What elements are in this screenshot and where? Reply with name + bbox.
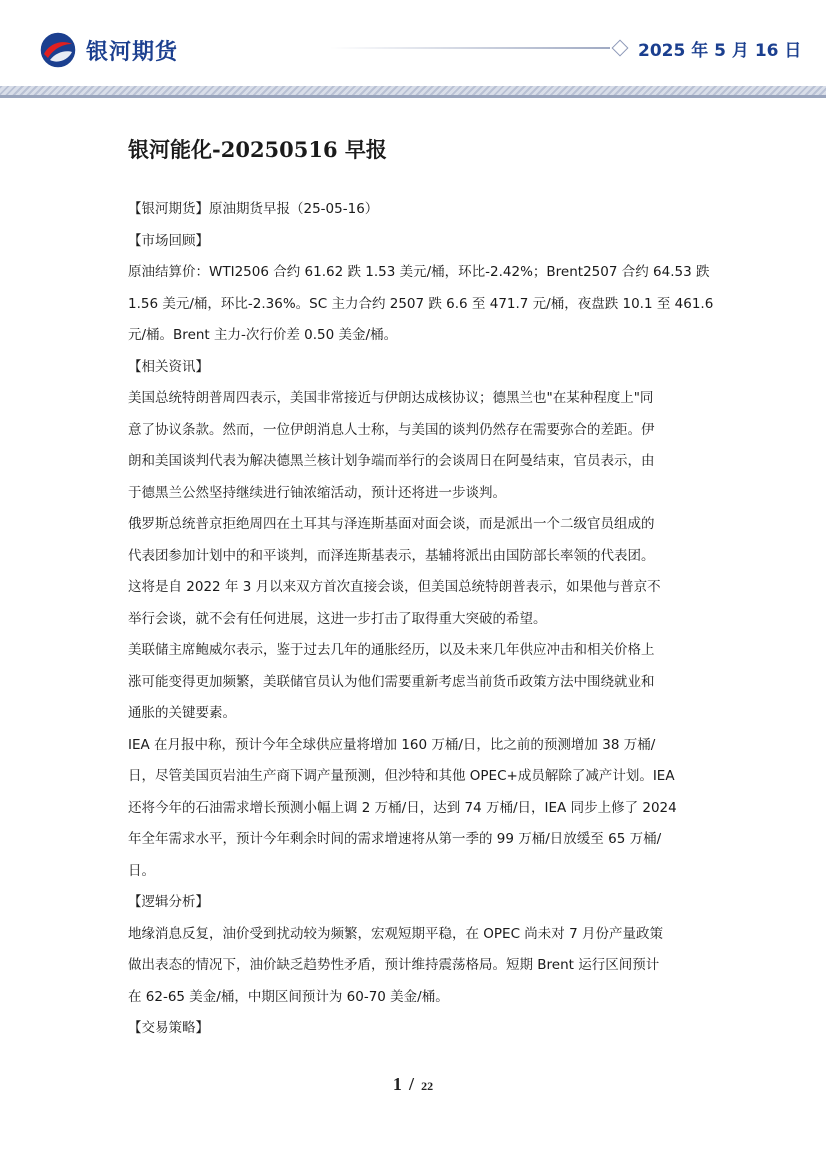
text-line: 日，尽管美国页岩油生产商下调产量预测，但沙特和其他 OPEC+成员解除了减产计划。IEA [128, 768, 675, 784]
company-logo [38, 30, 188, 70]
page-header [0, 0, 826, 100]
galaxy-logo-icon [38, 30, 78, 70]
text-line: 做出表态的情况下，油价缺乏趋势性矛盾，预计维持震荡格局。短期 Brent 运行区间预计 [128, 957, 660, 973]
text-line: 1.56 美元/桶，环比-2.36%。SC 主力合约 2507 跌 6.6 至 471.7 元/桶，夜盘跌 10.1 至 461.6 [128, 295, 714, 312]
text-line: 【市场回顾】 [128, 232, 209, 249]
text-line: 意了协议条款。然而，一位伊朗消息人士称，与美国的谈判仍然存在需要弥合的差距。伊 [128, 421, 655, 438]
report-title: 银河能化-20250516 早报 [128, 137, 387, 162]
text-line: 代表团参加计划中的和平谈判，而泽连斯基表示，基辅将派出由国防部长率领的代表团。 [128, 547, 655, 564]
text-line: 【逻辑分析】 [128, 894, 209, 910]
text-line: 俄罗斯总统普京拒绝周四在土耳其与泽连斯基面对面会谈，而是派出一个二级官员组成的 [128, 516, 655, 532]
text-line: 美联储主席鲍威尔表示，鉴于过去几年的通胀经历，以及未来几年供应冲击和相关价格上 [128, 642, 655, 658]
text-line: IEA 在月报中称，预计今年全球供应量将增加 160 万桶/日，比之前的预测增加 38 万桶/ [128, 736, 656, 753]
header-divider-line [330, 47, 610, 49]
page-number-separator: / [408, 1074, 414, 1094]
text-line: 举行会谈，就不会有任何进展，这进一步打击了取得重大突破的希望。 [128, 610, 547, 627]
page-number-total: 22 [421, 1079, 434, 1093]
diamond-icon [612, 40, 629, 57]
text-line: 通胀的关键要素。 [128, 705, 236, 721]
logo-text: 银河期货 [86, 39, 179, 65]
page-number-current: 1 [392, 1074, 402, 1094]
text-line: 于德黑兰公然坚持继续进行铀浓缩活动，预计还将进一步谈判。 [128, 484, 506, 501]
text-line: 地缘消息反复，油价受到扰动较为频繁，宏观短期平稳，在 OPEC 尚未对 7 月份产量政策 [128, 925, 663, 942]
text-line: 涨可能变得更加频繁，美联储官员认为他们需要重新考虑当前货币政策方法中围绕就业和 [128, 673, 655, 690]
text-line: 还将今年的石油需求增长预测小幅上调 2 万桶/日，达到 74 万桶/日，IEA 同步上修了 2024 [128, 799, 677, 816]
page-footer [0, 1074, 826, 1095]
report-date: 2025 年 5 月 16 日 [638, 41, 802, 61]
text-line: 【银河期货】原油期货早报（25-05-16） [128, 201, 379, 217]
text-line: 日。 [128, 862, 155, 879]
text-line: 原油结算价：WTI2506 合约 61.62 跌 1.53 美元/桶，环比-2.42%；Brent2507 合约 64.53 跌 [128, 264, 710, 280]
text-line: 美国总统特朗普周四表示，美国非常接近与伊朗达成核协议；德黑兰也"在某种程度上"同 [128, 390, 654, 406]
header-band-edge [0, 95, 826, 98]
text-line: 元/桶。Brent 主力-次行价差 0.50 美金/桶。 [128, 327, 398, 343]
text-line: 【相关资讯】 [128, 358, 209, 375]
text-line: 这将是自 2022 年 3 月以来双方首次直接会谈，但美国总统特朗普表示，如果他与普京不 [128, 579, 661, 595]
report-body [128, 194, 728, 1045]
text-line: 朗和美国谈判代表为解决德黑兰核计划争端而举行的会谈周日在阿曼结束，官员表示，由 [128, 453, 655, 469]
text-line: 年全年需求水平，预计今年剩余时间的需求增速将从第一季的 99 万桶/日放缓至 65 万桶/ [128, 831, 662, 847]
text-line: 在 62-65 美金/桶，中期区间预计为 60-70 美金/桶。 [128, 988, 449, 1005]
text-line: 【交易策略】 [128, 1020, 209, 1036]
